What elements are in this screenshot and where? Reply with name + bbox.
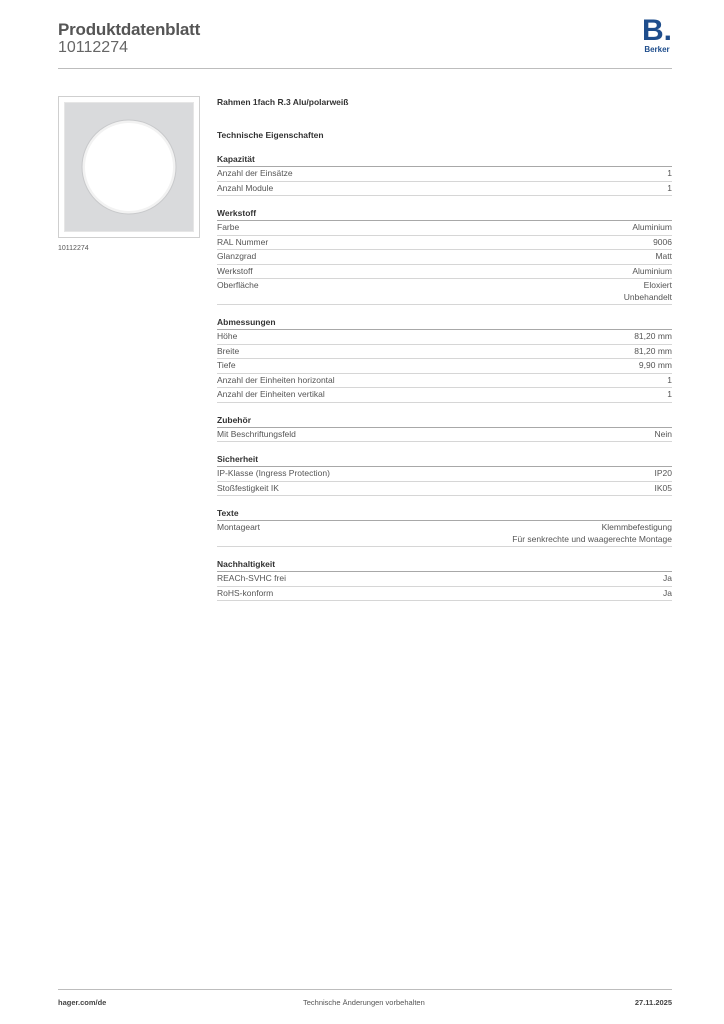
- section-title: Werkstoff: [217, 207, 672, 221]
- spec-value-line: 9,90 mm: [638, 360, 672, 370]
- spec-label: Anzahl Module: [217, 182, 274, 193]
- spec-value-line: 81,20 mm: [634, 345, 672, 356]
- spec-value: [655, 468, 673, 480]
- page-title: Produktdatenblatt: [58, 20, 201, 39]
- spec-label: Werkstoff: [217, 265, 253, 276]
- section-title: Sicherheit: [217, 453, 672, 467]
- spec-row: [217, 221, 672, 236]
- spec-value: [632, 222, 672, 234]
- spec-section: [217, 507, 672, 547]
- spec-row: [217, 521, 672, 547]
- spec-row: [217, 236, 672, 251]
- spec-value: [512, 522, 672, 545]
- spec-row: [217, 330, 672, 345]
- spec-sections: [217, 153, 672, 601]
- spec-section: [217, 414, 672, 443]
- spec-label: Oberfläche: [217, 280, 259, 290]
- spec-value: [632, 266, 672, 278]
- section-title: Texte: [217, 507, 672, 521]
- tech-heading: Technische Eigenschaften: [217, 130, 324, 140]
- product-number: 10112274: [58, 39, 128, 56]
- spec-row: [217, 167, 672, 182]
- section-title: Abmessungen: [217, 316, 672, 330]
- spec-row: [217, 345, 672, 360]
- spec-label: Farbe: [217, 222, 240, 232]
- spec-value: [655, 429, 672, 441]
- spec-value-line: Eloxiert: [643, 280, 672, 290]
- logo-mark: B.: [642, 14, 672, 47]
- spec-value-line: Für senkrechte und waagerechte Montage: [512, 533, 672, 544]
- spec-row: [217, 359, 672, 374]
- spec-value: [667, 389, 672, 401]
- spec-value-line: 1: [667, 389, 672, 399]
- spec-value: [634, 346, 672, 358]
- spec-row: [217, 279, 672, 305]
- spec-value-line: Ja: [663, 573, 672, 583]
- spec-value-line: 1: [667, 168, 672, 178]
- product-image-frame: [58, 96, 200, 238]
- spec-value-line: Aluminium: [632, 222, 672, 232]
- spec-section: [217, 207, 672, 305]
- spec-value-line: IK05: [654, 482, 672, 493]
- header-divider: [58, 68, 672, 69]
- spec-label: REACh-SVHC frei: [217, 573, 286, 583]
- spec-value: [667, 375, 672, 387]
- spec-label: Breite: [217, 345, 240, 356]
- spec-value-line: Nein: [654, 428, 672, 439]
- spec-label: Tiefe: [217, 360, 236, 370]
- spec-label: Stoßfestigkeit IK: [217, 482, 279, 493]
- spec-label: Montageart: [217, 522, 260, 532]
- spec-section: [217, 453, 672, 496]
- spec-value: [655, 251, 672, 263]
- spec-label: RAL Nummer: [217, 236, 269, 247]
- spec-value: [624, 280, 672, 303]
- round-frame-icon: [64, 102, 194, 232]
- spec-row: [217, 572, 672, 587]
- spec-value: [663, 588, 672, 600]
- spec-value: [667, 183, 672, 195]
- spec-value-line: Aluminium: [632, 265, 672, 276]
- spec-value: [667, 168, 672, 180]
- spec-label: Glanzgrad: [217, 251, 257, 261]
- footer-divider: [58, 989, 672, 990]
- spec-section: [217, 316, 672, 403]
- spec-row: [217, 182, 672, 197]
- spec-value: [663, 573, 672, 585]
- spec-label: IP-Klasse (Ingress Protection): [217, 468, 330, 478]
- spec-row: [217, 482, 672, 497]
- spec-value-line: 9006: [653, 236, 672, 247]
- spec-value-line: IP20: [654, 468, 672, 478]
- spec-value: [639, 360, 672, 372]
- spec-value-line: Unbehandelt: [623, 291, 672, 302]
- spec-value-line: 1: [667, 374, 672, 385]
- spec-value: [634, 331, 672, 343]
- section-title: Nachhaltigkeit: [217, 558, 672, 572]
- spec-label: Anzahl der Einheiten vertikal: [217, 389, 325, 399]
- spec-content: [217, 96, 672, 601]
- spec-row: [217, 265, 672, 280]
- spec-value-line: Ja: [663, 587, 672, 598]
- footer-date: 27.11.2025: [634, 998, 672, 1007]
- spec-row: [217, 374, 672, 389]
- spec-label: RoHS-konform: [217, 587, 274, 598]
- spec-section: [217, 153, 672, 196]
- spec-value-line: Klemmbefestigung: [601, 522, 672, 532]
- spec-section: [217, 558, 672, 601]
- spec-value-line: Matt: [655, 251, 672, 261]
- image-caption: 10112274: [58, 245, 89, 252]
- logo-text: Berker: [644, 45, 670, 54]
- spec-row: [217, 467, 672, 482]
- spec-label: Mit Beschriftungsfeld: [217, 428, 296, 439]
- spec-label: Höhe: [217, 331, 238, 341]
- spec-value-line: 81,20 mm: [634, 331, 672, 341]
- spec-value: [653, 237, 672, 249]
- product-name: Rahmen 1fach R.3 Alu/polarweiß: [217, 97, 349, 107]
- section-title: Kapazität: [217, 153, 672, 167]
- spec-row: [217, 250, 672, 265]
- spec-label: Anzahl der Einsätze: [217, 168, 293, 178]
- spec-row: [217, 428, 672, 443]
- spec-value: [655, 483, 673, 495]
- section-title: Zubehör: [217, 414, 672, 428]
- spec-value-line: 1: [667, 182, 672, 193]
- spec-row: [217, 388, 672, 403]
- footer-notice: Technische Änderungen vorbehalten: [303, 998, 425, 1007]
- footer-website[interactable]: hager.com/de: [58, 998, 107, 1007]
- spec-row: [217, 587, 672, 602]
- spec-label: Anzahl der Einheiten horizontal: [217, 374, 335, 385]
- berker-logo: [640, 14, 674, 54]
